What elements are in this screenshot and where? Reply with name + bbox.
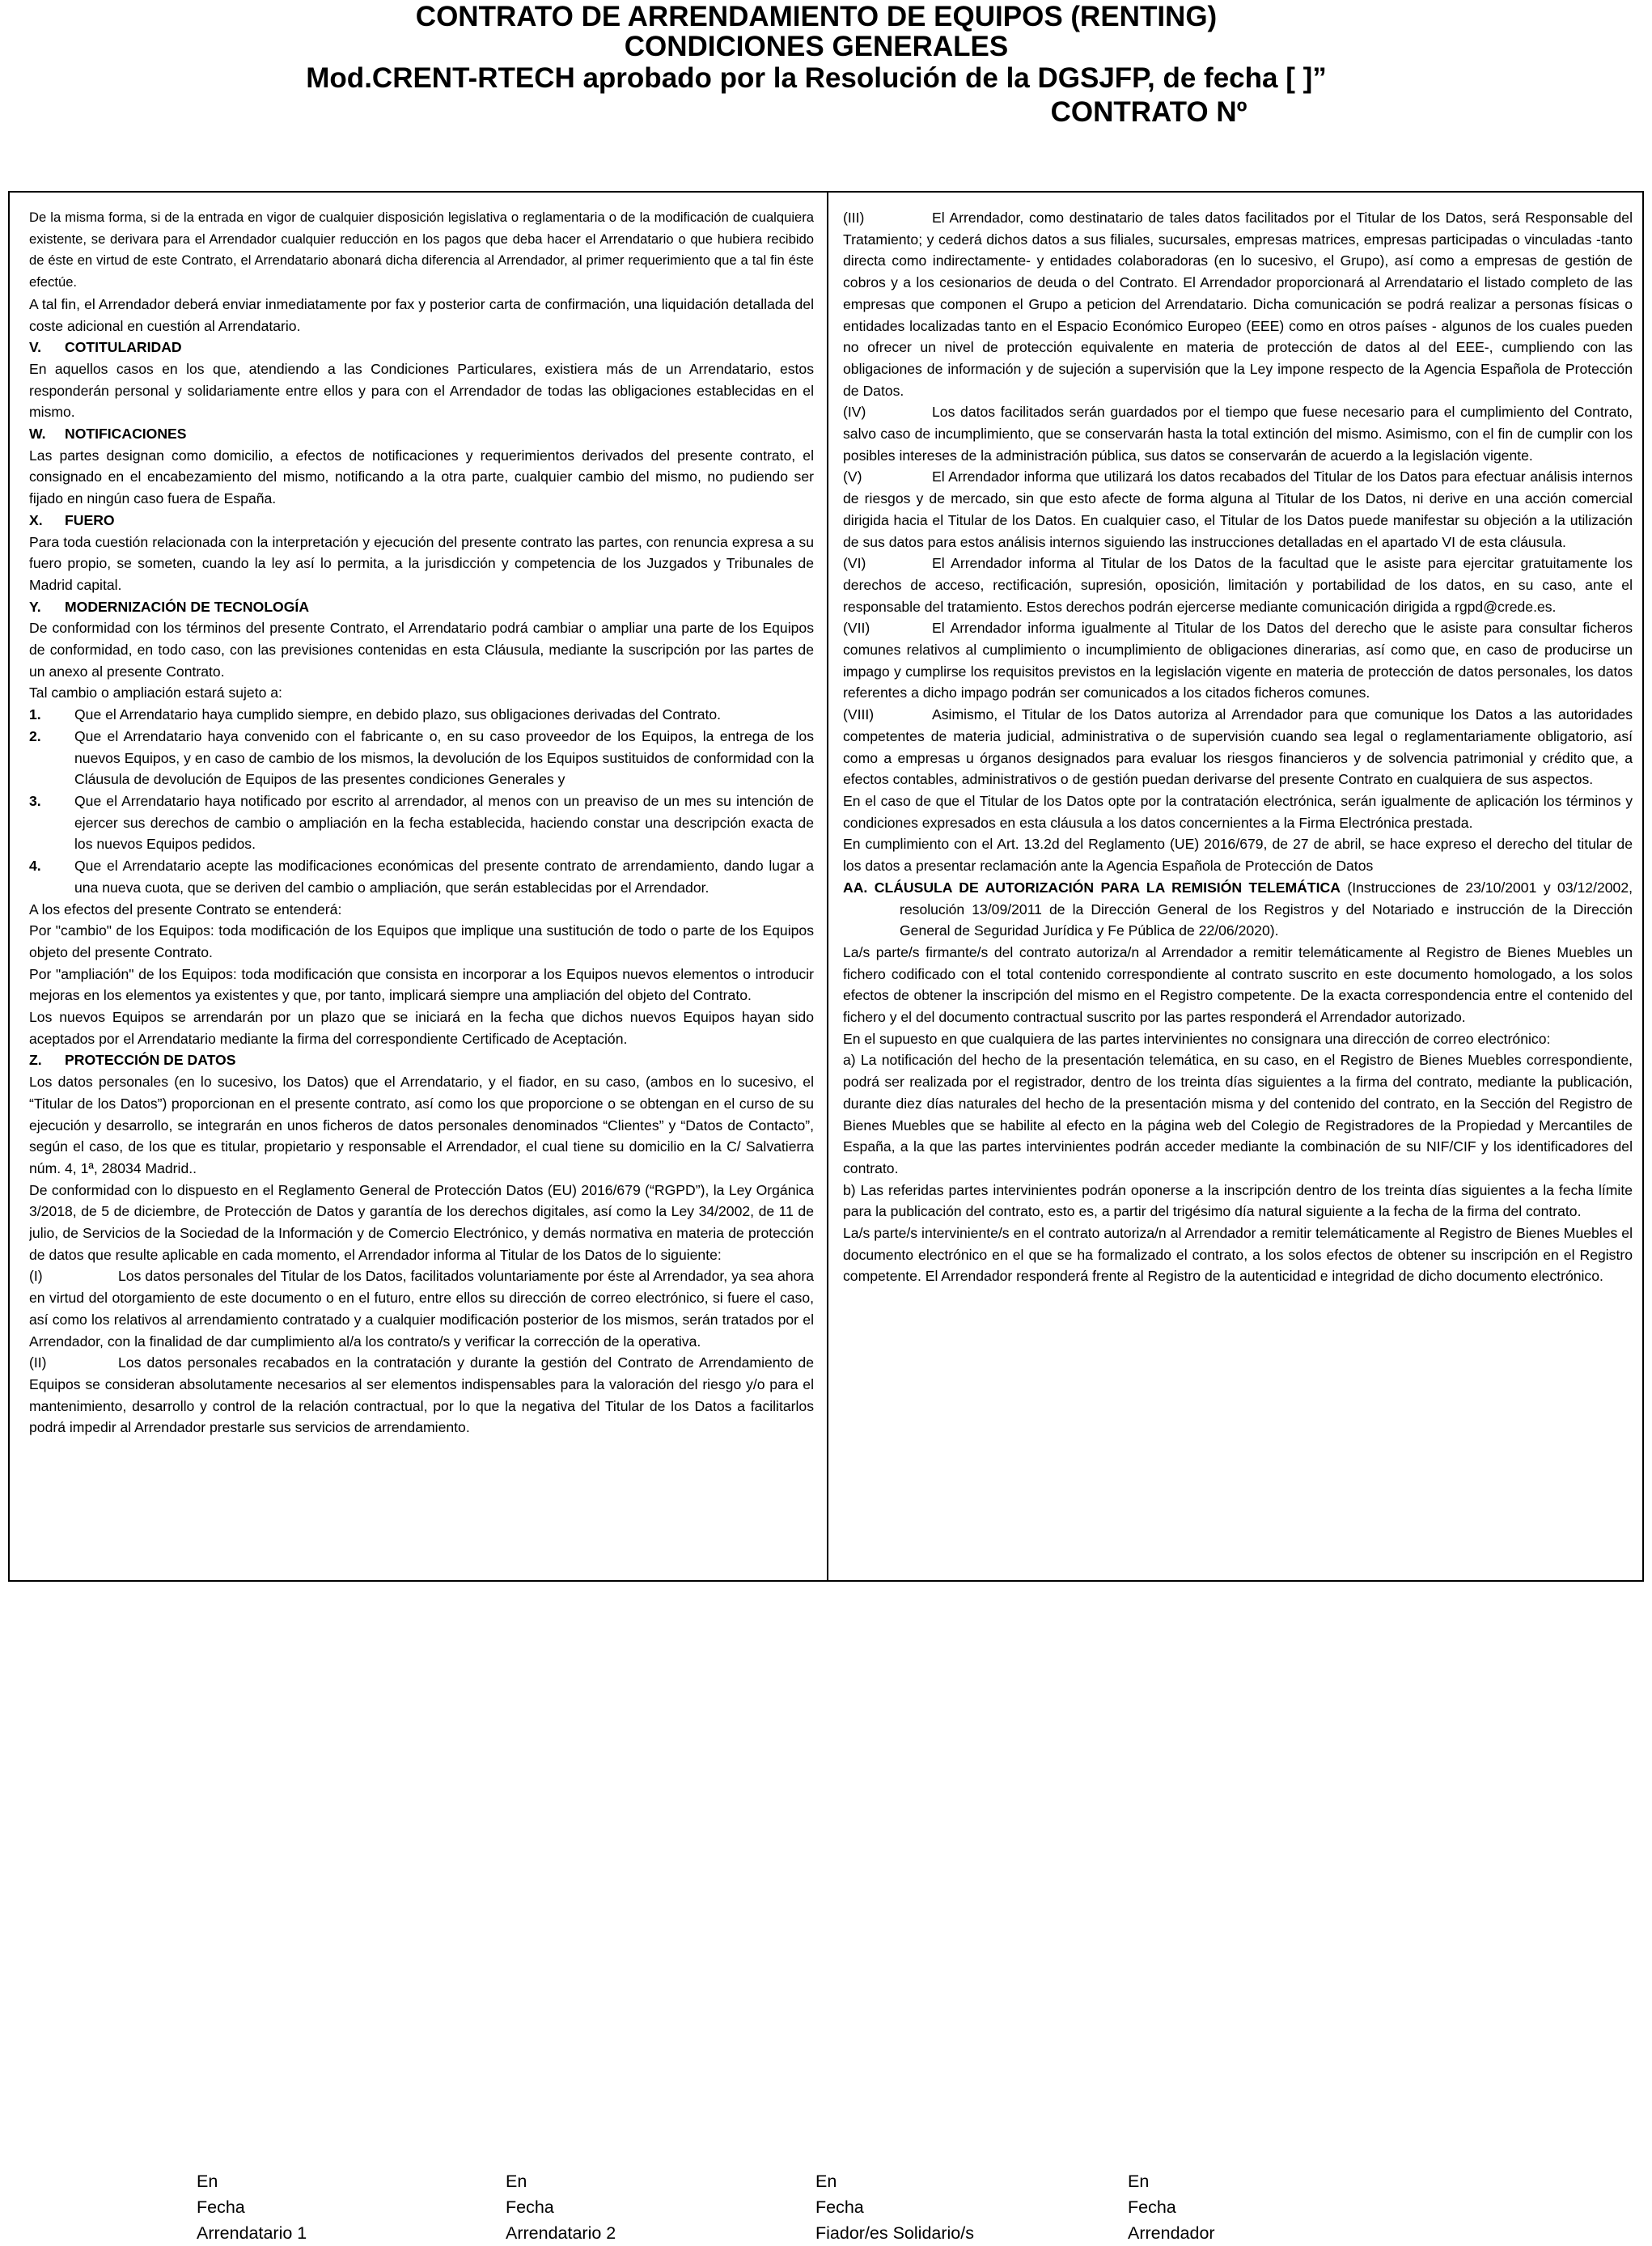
signature-date-label: Fecha bbox=[197, 2197, 245, 2217]
document-header bbox=[0, 0, 1652, 138]
paragraph-roman-ii: (II) Los datos personales recabados en la contratación y durante la gestión del Contrato de Arrendamiento de Equipos se consideran absolutamente necesarios al ser elementos indispensables para la valoración del riesgo y/o para el mantenimiento, desarrollo y control de la relación contractual, por lo que la negativa del Titular de los Datos a facilitarlos podrá impedir al Arrendador prestarle sus servicios de arrendamiento. bbox=[29, 1354, 814, 1436]
paragraph-roman-vii: (VII) El Arrendador informa igualmente al Titular de los Datos del derecho que le asiste para consultar ficheros comunes relativos al cumplimiento o incumplimiento de obligaciones dinerarias, así como que, en caso de producirse un impago y cumplirse los requisitos previstos en la legislación vigente en materia de protección de datos personales, los datos referentes a dicho impago podrán ser comunicados a los citados ficheros comunes. bbox=[843, 620, 1633, 701]
paragraph-definicion-cambio: Por "cambio" de los Equipos: toda modificación de los Equipos que implique una sustitución de todo o parte de los Equipos objeto del presente Contrato. bbox=[29, 922, 814, 960]
column-divider bbox=[827, 193, 828, 1580]
signature-arrendatario-2 bbox=[506, 2168, 616, 2246]
left-column bbox=[29, 207, 814, 1574]
section-heading-fuero: X. FUERO bbox=[29, 511, 115, 528]
paragraph-fuero: Para toda cuestión relacionada con la interpretación y ejecución del presente contrato las partes, con renuncia expresa a su fuero propio, se someten, cuando la ley así lo permita, a la jurisdicción y competencia de los Juzgados y Tribunales de Madrid capital. bbox=[29, 533, 814, 593]
signature-date-label: Fecha bbox=[1128, 2197, 1176, 2217]
paragraph-autorizacion-documento: La/s parte/s interviniente/s en el contrato autoriza/n al Arrendador a remitir telemáticamente al Registro de Bienes Muebles el documento electrónico en el que se ha formalizado el contrato, a los solos efectos de obtener su inscripción en el Registro competente. El Arrendador responderá frente al Registro de la autenticidad e integridad de dicho documento electrónico. bbox=[843, 1225, 1633, 1285]
paragraph-contratacion-electronica: En el caso de que el Titular de los Datos opte por la contratación electrónica, serán igualmente de aplicación los términos y condiciones expresados en esta cláusula a los datos concernientes a la Firma Electrónica prestada. bbox=[843, 792, 1633, 831]
paragraph-sin-correo: En el supuesto en que cualquiera de las partes intervinientes no consignara una dirección de correo electrónico: bbox=[843, 1030, 1551, 1047]
signature-party-label: Arrendador bbox=[1128, 2223, 1215, 2243]
paragraph-cotitularidad: En aquellos casos en los que, atendiendo a las Condiciones Particulares, existiera más de un Arrendatario, estos responderán personal y solidariamente entre ellos y para con el Arrendador de todas las obligaciones establecidas en el mismo. bbox=[29, 360, 814, 421]
signature-party-label: Fiador/es Solidario/s bbox=[815, 2223, 974, 2243]
signature-block bbox=[0, 2168, 1652, 2246]
signature-place-label: En bbox=[815, 2172, 837, 2191]
contract-number-label: CONTRATO Nº bbox=[1050, 96, 1247, 128]
signature-date-label: Fecha bbox=[815, 2197, 864, 2217]
paragraph-roman-iv: (IV) Los datos facilitados serán guardados por el tiempo que fuese necesario para el cumplimiento del Contrato, salvo caso de incumplimiento, que se conservarán hasta la total extinción del mismo. Asimismo, con el fin de cumplir con los posibles intereses de la administración pública, sus datos se conservarán de acuerdo a la legislación vigente. bbox=[843, 404, 1633, 464]
paragraph-datos-personales: Los datos personales (en lo sucesivo, los Datos) que el Arrendatario, y el fiador, en su caso, (ambos en lo sucesivo, el “Titular de los Datos”) proporcionan en el presente contrato, así como los que proporcione o se obtengan en el curso de su ejecución y desarrollo, se integrarán en unos ficheros de datos personales denominados “Clientes” y “Datos de Contacto”, según el caso, de los que es titular, propietario y responsable el Arrendador, el cual tiene su domicilio en la C/ Salvatierra núm. 4, 1ª, 28034 Madrid.. bbox=[29, 1074, 814, 1176]
signature-arrendatario-1 bbox=[197, 2168, 307, 2246]
signature-fiador bbox=[815, 2168, 974, 2246]
paragraph-autorizacion-fichero: La/s parte/s firmante/s del contrato autoriza/n al Arrendador a remitir telemáticamente al Registro de Bienes Muebles un fichero codificado con el total contenido correspondiente al contrato suscrito en este documento homologado, a los solos efectos de obtener la inscripción del mismo en el Registro competente. De la exacta correspondencia entre el contenido del fichero y el del documento contractual suscrito por las partes responderá el Arrendador autorizado. bbox=[843, 943, 1633, 1026]
paragraph-modernizacion: De conformidad con los términos del presente Contrato, el Arrendatario podrá cambiar o ampliar una parte de los Equipos de conformidad, en todo caso, con las previsiones contenidas en esta Cláusula, mediante la suscripción por las partes de un anexo al presente Contrato. bbox=[29, 620, 814, 680]
paragraph-fax-liquidation: A tal fin, el Arrendador deberá enviar inmediatamente por fax y posterior carta de confirmación, una liquidación detallada del coste adicional en cuestión al Arrendatario. bbox=[29, 295, 814, 334]
paragraph-roman-v: (V) El Arrendador informa que utilizará los datos recabados del Titular de los Datos para efectuar análisis internos de riesgos y de mercado, sin que esto afecte de forma alguna al Titular de los Datos, ni derive en una acción comercial dirigida hacia el Titular de los Datos. En cualquier caso, el Titular de los Datos puede manifestar su objeción a la utilización de sus datos para estos análisis internos siguiendo las instrucciones detalladas en el apartado VI de esta cláusula. bbox=[843, 468, 1633, 550]
conditions-list bbox=[29, 704, 814, 898]
paragraph-efectos: A los efectos del presente Contrato se entenderá: bbox=[29, 901, 342, 917]
signature-place-label: En bbox=[1128, 2172, 1150, 2191]
signature-arrendador bbox=[1128, 2168, 1215, 2246]
paragraph-sujeto: Tal cambio o ampliación estará sujeto a: bbox=[29, 684, 282, 701]
condition-item: 1. Que el Arrendatario haya cumplido siempre, en debido plazo, sus obligaciones derivadas del Contrato. bbox=[29, 706, 722, 723]
section-heading-proteccion-datos: Z. PROTECCIÓN DE DATOS bbox=[29, 1052, 236, 1069]
paragraph-normativa: De conformidad con lo dispuesto en el Reglamento General de Protección Datos (EU) 2016/679 (“RGPD”), la Ley Orgánica 3/2018, de 5 de diciembre, de Protección de Datos y garantía de los derechos digitales, así como la Ley 34/2002, de 11 de julio, de Servicios de la Sociedad de la Información y de Comercio Electrónico, y demás normativa en materia de protección de datos que resulte aplicable en cada momento, el Arrendador informa al Titular de los Datos de lo siguiente: bbox=[29, 1181, 814, 1263]
section-heading-notificaciones: W. NOTIFICACIONES bbox=[29, 426, 187, 443]
section-heading-remision-telematica: AA. CLÁUSULA DE AUTORIZACIÓN PARA LA REMISIÓN TELEMÁTICA (Instrucciones de 23/10/2001 y 03/12/2002, resolución 13/09/2011 de la Dirección General de los Registros y del Notariado e instrucción de la Dirección General de Seguridad Jurídica y Fe Pública de 22/06/2020). bbox=[843, 879, 1633, 939]
signature-party-label: Arrendatario 2 bbox=[506, 2223, 616, 2243]
paragraph-roman-i: (I) Los datos personales del Titular de los Datos, facilitados voluntariamente por éste al Arrendador, ya sea ahora en virtud del otorgamiento de este documento o en el futuro, entre ellos su dirección de correo electrónico, si fuere el caso, así como los relativos al arrendamiento contratado y a cualquier modificación posterior de los mismos, serán tratados por el Arrendador, con la finalidad de dar cumplimiento al/a los contrato/s y verificar la corrección de la operativa. bbox=[29, 1268, 814, 1350]
paragraph-definicion-ampliacion: Por "ampliación" de los Equipos: toda modificación que consista en incorporar a los Equipos nuevos elementos o introducir mejoras en los elementos ya existentes y que, por tanto, implicará siempre una ampliación del objeto del Contrato. bbox=[29, 965, 814, 1004]
paragraph-option-a: a) La notificación del hecho de la presentación telemática, en su caso, en el Registro de Bienes Muebles correspondiente, podrá ser realizada por el registrador, dentro de los treinta días siguientes a la firma del contrato, mediante la publicación, durante diez días naturales del hecho de la presentación misma y del contenido del contrato, en la Sección del Registro de Bienes Muebles que se habilite al efecto en la página web del Colegio de Registradores de la Propiedad y Mercantiles de España, a la que las partes intervinientes podrán acceder mediante la combinación de su NIF/CIF y los identificadores del contrato. bbox=[843, 1052, 1633, 1176]
signature-date-label: Fecha bbox=[506, 2197, 554, 2217]
contract-body-box bbox=[8, 191, 1644, 1582]
paragraph-roman-viii: (VIII) Asimismo, el Titular de los Datos autoriza al Arrendador para que comunique los Datos a las autoridades competentes de materia judicial, administrativa o de supervisión cuando sea legal o reglamentariamente obligatorio, así como a empresas u órganos designados para evaluar los riesgos financieros y de solvencia patrimonial y crédito que, a efectos contables, administrativos o de gestión puedan derivarse del presente Contrato en cualquiera de sus aspectos. bbox=[843, 706, 1633, 788]
document-title: CONTRATO DE ARRENDAMIENTO DE EQUIPOS (RENTING) bbox=[415, 1, 1218, 32]
condition-item: 4. Que el Arrendatario acepte las modificaciones económicas del presente contrato de arrendamiento, dando lugar a una nueva cuota, que se deriven del cambio o ampliación, que serán establecidas por el Arrendador. bbox=[29, 858, 814, 896]
paragraph-legislative-change: De la misma forma, si de la entrada en vigor de cualquier disposición legislativa o reglamentaria o de la modificación de cualquiera existente, se derivara para el Arrendador cualquier reducción en los pagos que deba hacer el Arrendatario o que hubiera recibido de éste en virtud de este Contrato, el Arrendatario abonará dicha diferencia al Arrendador, al primer requerimiento que a tal fin éste efectúe. bbox=[29, 210, 814, 290]
paragraph-nuevos-equipos: Los nuevos Equipos se arrendarán por un plazo que se iniciará en la fecha que dichos nuevos Equipos hayan sido aceptados por el Arrendatario mediante la firma del correspondiente Certificado de Aceptación. bbox=[29, 1009, 814, 1047]
section-heading-cotitularidad: V. COTITULARIDAD bbox=[29, 339, 182, 356]
section-heading-modernizacion: Y. MODERNIZACIÓN DE TECNOLOGÍA bbox=[29, 598, 310, 615]
paragraph-roman-iii: (III) El Arrendador, como destinatario de tales datos facilitados por el Titular de los Datos, será Responsable del Tratamiento; y cederá dichos datos a sus filiales, sucursales, empresas matrices, empresas participadas o vinculadas -tanto directa como indirectamente- y entidades colaboradoras (en lo sucesivo, el Grupo), así como a empresas de gestión de cobros y a los cesionarios de deuda o del Contrato. El Arrendador proporcionará al Arrendatario el listado completo de las empresas que componen el Grupo a peticion del Arrendatario. Dicha comunicación se podrá realizar a personas físicas o entidades localizadas tanto en el Espacio Económico Europeo (EEE) como en otros países - algunos de los cuales pueden no ofrecer un nivel de protección equivalente en materia de protección de datos al del EEE-, cumpliendo con las obligaciones de información y de sujeción a supervisión que la Ley impone respecto de la Agencia Española de Protección de Datos. bbox=[843, 210, 1633, 399]
model-approval-line: Mod.CRENT-RTECH aprobado por la Resolución de la DGSJFP, de fecha [ ]” bbox=[306, 62, 1327, 94]
signature-party-label: Arrendatario 1 bbox=[197, 2223, 307, 2243]
condition-item: 3. Que el Arrendatario haya notificado por escrito al arrendador, al menos con un preaviso de un mes su intención de ejercer sus derechos de cambio o ampliación en la fecha establecida, haciendo constar una descripción exacta de los nuevos Equipos pedidos. bbox=[29, 792, 814, 853]
signature-place-label: En bbox=[197, 2172, 218, 2191]
right-column bbox=[843, 207, 1633, 1574]
signature-place-label: En bbox=[506, 2172, 527, 2191]
paragraph-roman-vi: (VI) El Arrendador informa al Titular de los Datos de la facultad que le asiste para ejercitar gratuitamente los derechos de acceso, rectificación, supresión, oposición, limitación y portabilidad de los datos, en su caso, ante el responsable del tratamiento. Estos derechos podrán ejercerse mediante comunicación dirigida a rgpd@crede.es. bbox=[843, 555, 1633, 615]
condition-item: 2. Que el Arrendatario haya convenido con el fabricante o, en su caso proveedor de los Equipos, la entrega de los nuevos Equipos, y en caso de cambio de los mismos, la devolución de los Equipos sustituidos de conformidad con la Cláusula de devolución de Equipos de las presentes condiciones Generales y bbox=[29, 727, 814, 788]
paragraph-option-b: b) Las referidas partes intervinientes podrán oponerse a la inscripción dentro de los treinta días siguientes a la fecha límite para la publicación del contrato, esto es, a partir del trigésimo día natural siguiente a la fecha de la firma del contrato. bbox=[843, 1181, 1633, 1220]
document-subtitle: CONDICIONES GENERALES bbox=[624, 31, 1009, 62]
paragraph-notificaciones: Las partes designan como domicilio, a efectos de notificaciones y requerimientos derivados del presente contrato, el consignado en el encabezamiento del mismo, notificando a la otra parte, cualquier cambio del mismo, no pudiendo ser fijado en ningún caso fuera de España. bbox=[29, 447, 814, 507]
paragraph-art-13: En cumplimiento con el Art. 13.2d del Reglamento (UE) 2016/679, de 27 de abril, se hace expreso el derecho del titular de los datos a presentar reclamación ante la Agencia Española de Protección de Datos bbox=[843, 836, 1633, 875]
